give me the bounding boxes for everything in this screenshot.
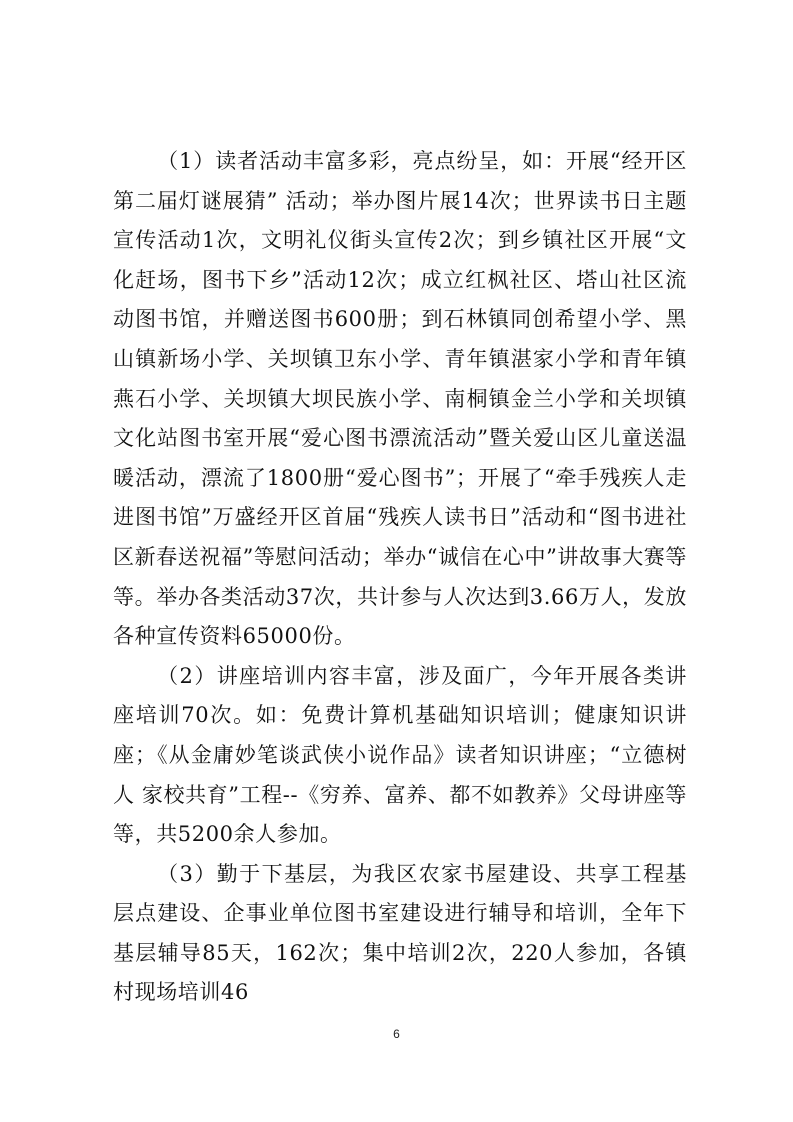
paragraph-lectures-training: （2）讲座培训内容丰富，涉及面广，今年开展各类讲座培训70次。如：免费计算机基础知识培训；健康知识讲座；《从金庸妙笔谈武侠小说作品》读者知识讲座；“立德树人 家校共育”工程--《穷养、富养、都不如教养》父母讲座等等，共5200余人参加。 <box>113 663 687 847</box>
page-number: 6 <box>393 1027 400 1041</box>
paragraph-grassroots-guidance: （3）勤于下基层，为我区农家书屋建设、共享工程基层点建设、企事业单位图书室建设进行辅导和培训，全年下基层辅导85天，162次；集中培训2次，220人参加，各镇村现场培训46 <box>113 861 687 1005</box>
paragraph-reader-activities: （1）读者活动丰富多彩，亮点纷呈，如：开展“经开区第二届灯谜展猜” 活动；举办图片展14次；世界读书日主题宣传活动1次，文明礼仪街头宣传2次；到乡镇社区开展“文化赶场，图书下乡”活动12次；成立红枫社区、塔山社区流动图书馆，并赠送图书600册；到石林镇同创希望小学、黑山镇新场小学、关坝镇卫东小学、青年镇湛家小学和青年镇燕石小学、关坝镇大坝民族小学、南桐镇金兰小学和关坝镇文化站图书室开展“爱心图书漂流活动”暨关爱山区儿童送温暖活动，漂流了1800册“爱心图书”；开展了“牵手残疾人走进图书馆”万盛经开区首届“残疾人读书日”活动和“图书进社区新春送祝福”等慰问活动；举办“诚信在心中”讲故事大赛等等。举办各类活动37次，共计参与人次达到3.66万人，发放各种宣传资料65000份。 <box>113 149 688 649</box>
document-body <box>113 142 687 1013</box>
